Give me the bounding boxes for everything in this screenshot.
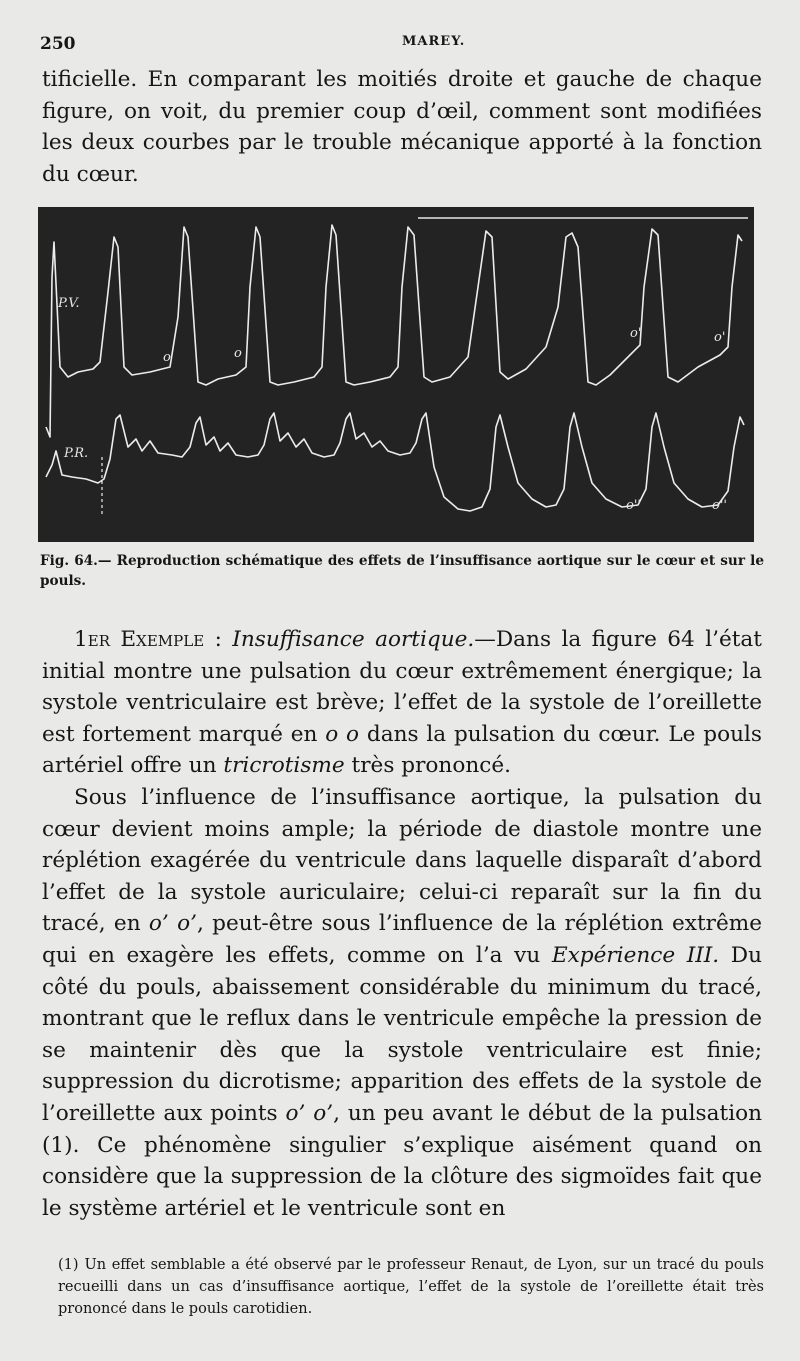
intro-paragraph: tificielle. En comparant les moitiés droite et gauche de chaque figure, on voit, du premier coup d’œil, comment sont modifiées les deux courbes par le trouble mécanique apporté à la fonction du cœur.: [42, 67, 762, 187]
p1-em-tricrotisme: tricrotisme: [223, 753, 345, 779]
figure-caption: [40, 551, 764, 591]
p2-text-b: , peut-être sous l’influence de la réplétion extrême qui en exagère les effets, comme on l’a vu: [42, 911, 763, 968]
p1-em-oo: o o: [325, 721, 360, 747]
marker-o-1: o: [163, 350, 171, 365]
p2-text-d: , un peu avant le début de la pulsation (1). Ce phénomène singulier s’explique aisément quand on considère que la suppression de la clôture des sigmoïdes fait que le système artériel et le ventricule sont en: [42, 1100, 763, 1221]
marker-o-prime-1: o': [630, 326, 642, 341]
paragraph-example-1: [42, 624, 762, 782]
marker-o-double-prime-1: o'': [626, 498, 641, 513]
p2-text-a: Sous l’influence de l’insuffisance aortique, la pulsation du cœur devient moins ample; la période de diastole montre une réplétion exagérée du ventricule dans laquelle disparaît d’abord l’effet de la systole auriculaire; celui-ci reparaît sur la fin du tracé, en: [42, 784, 762, 937]
marker-o-prime-2: o': [714, 330, 726, 345]
pr-label: P.R.: [64, 446, 89, 461]
footnote-text: Un effet semblable a été observé par le professeur Renaut, de Lyon, sur un tracé du pouls recueilli dans un cas d’insuffisance aortique, l’effet de la systole de l’oreillette était très prononcé dans le pouls carotidien.: [58, 1257, 764, 1317]
footnote-number: (1): [58, 1257, 79, 1273]
body-text: [42, 624, 762, 1224]
running-head: MAREY.: [402, 34, 466, 49]
p2-em-oo-1: o’ o’: [148, 911, 197, 937]
example-label: 1er Exemple: [74, 627, 205, 652]
caption-label: Fig. 64.: [40, 553, 98, 569]
pv-label: P.V.: [58, 296, 80, 311]
figure-64-tracing: [38, 207, 754, 542]
footnote: [58, 1254, 764, 1320]
p2-em-oo-2: o’ o’: [285, 1100, 334, 1126]
marker-o-double-prime-2: o'': [712, 498, 727, 513]
page-header: [40, 34, 780, 58]
tracing-svg: [38, 207, 754, 542]
marker-o-2: o: [234, 346, 242, 361]
caption-text: — Reproduction schématique des effets de l’insuffisance aortique sur le cœur et sur le pouls.: [40, 553, 764, 589]
p2-em-experience: Expérience III.: [551, 942, 720, 968]
example-colon: :: [204, 627, 233, 652]
p1-text-b: dans la pulsation du cœur. Le pouls artériel offre un: [42, 721, 762, 779]
pulse-trace: [46, 413, 744, 511]
example-title: Insuffisance aortique.: [232, 627, 475, 652]
p1-text-c: très prononcé.: [344, 753, 511, 779]
page-number: 250: [40, 34, 76, 54]
paragraph-influence: [42, 782, 762, 1224]
p2-text-c: Du côté du pouls, abaissement considérable du minimum du tracé, montrant que le reflux dans le ventricule empêche la pression de se maintenir dès que la systole ventriculaire est finie; suppression du dicrotisme; apparition des effets de la systole de l’oreillette aux points: [42, 942, 762, 1126]
p1-text-a: —Dans la figure 64 l’état initial montre une pulsation du cœur extrêmement énergique; la systole ventriculaire est brève; l’effet de la systole de l’oreillette est fortement marqué en: [42, 627, 762, 747]
